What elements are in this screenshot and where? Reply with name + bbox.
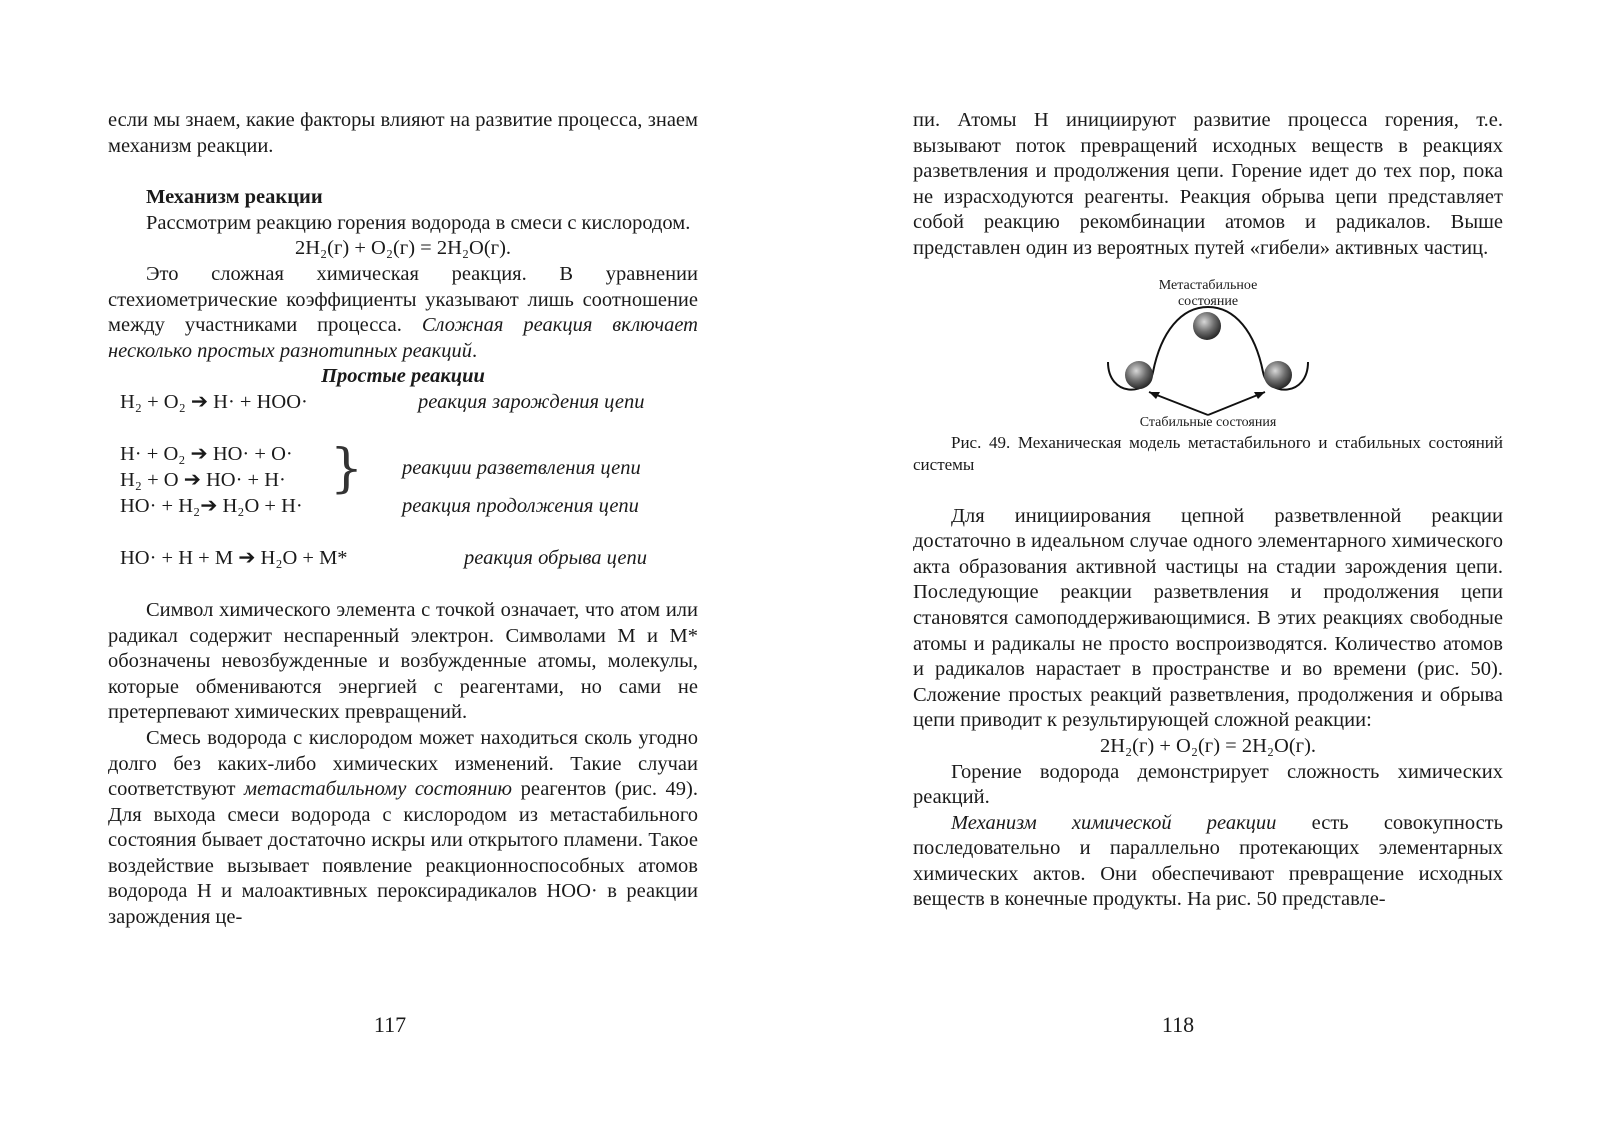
paragraph-2-italic: Сложная реакция включает несколько простых разнотипных реакций (108, 314, 698, 362)
figure-caption: Рис. 49. Механическая модель метастабильного и стабильных состояний системы (913, 432, 1503, 474)
paragraph-4-text: есть совокупность последовательно и параллельно протекающих элементарных химических актов. Они обеспечивают превращение исходных веществ в конечные продукты. На рис. 50 представле- (913, 811, 1503, 911)
reaction-formula: HO· + H₂➔ H₂O + H· (120, 495, 303, 518)
figure-bottom-label: Стабильные состояния (1139, 414, 1277, 430)
brace-icon: } (330, 438, 364, 499)
equation-2: 2H₂(г) + O₂(г) = 2H₂O(г). (1099, 734, 1317, 757)
reaction-termination (108, 546, 698, 572)
reaction-formula: H₂ + O₂ ➔ H· + HOO· (120, 391, 308, 414)
paragraph-2-end: . (472, 339, 478, 362)
figure-top-label-line-2: состояние (1177, 293, 1239, 309)
figure-49 (913, 262, 1503, 432)
right-text-column (913, 108, 1503, 913)
reaction-description: реакции разветвления цепи (402, 456, 641, 479)
reaction-formula: H· + O₂ ➔ HO· + O· (120, 443, 293, 466)
paragraph-1: Рассмотрим реакцию горения водорода в смеси с кислородом. (146, 211, 691, 234)
paragraph-4-italic: метастабильному состоянию (244, 778, 513, 801)
paragraph-4 (108, 726, 698, 931)
paragraph-4-text-a: Смесь водорода с кислородом может находиться сколь угодно долго без каких-либо химических изменений. Такие случаи соответствуют (108, 726, 698, 801)
page-number-right: 118 (1161, 1012, 1195, 1037)
paragraph-2 (108, 262, 698, 364)
paragraph-2: Для инициирования цепной разветвленной реакции достаточно в идеальном случае одного элементарного химического акта образования активной частицы на стадии зарождения цепи. Последующие реакции разветвления и продолжения цепи становятся самоподдерживающимися. В этих реакциях свободные атомы и радикалы не просто воспроизводятся. Количество атомов и радикалов нарастает в пространстве и во времени (рис. 50). Сложение простых реакций разветвления, продолжения и обрыва цепи приводит к результирующей сложной реакции: (913, 504, 1503, 732)
reaction-formula: HO· + H + M ➔ H₂O + M* (120, 547, 348, 570)
equation-1: 2H₂(г) + O₂(г) = 2H₂O(г). (294, 237, 512, 260)
paragraph-4-italic: Механизм химической реакции (951, 811, 1277, 834)
figure-top-label-line-1: Метастабильное (1158, 277, 1258, 293)
metastable-model-diagram (913, 262, 1503, 432)
reaction-formula: H₂ + O ➔ HO· + H· (120, 469, 286, 492)
paragraph-4-text-b: реагентов (рис. 49). Для выхода смеси водорода с кислородом из метастабильного состояния бывает достаточно искры или открытого пламени. Такое воздействие вызывает появление реакционноспособных атомов водорода H и малоактивных пероксирадикалов HOO· в реакции зарождения це- (108, 778, 698, 929)
paragraph-2-text: Это сложная химическая реакция. В уравнении стехиометрические коэффициенты указывают лишь соотношение между участниками процесса. (108, 262, 698, 337)
intro-paragraph: если мы знаем, какие факторы влияют на развитие процесса, знаем механизм реакции. (108, 109, 698, 157)
metastable-ball (1193, 312, 1221, 340)
stable-ball-right (1264, 361, 1292, 389)
paragraph-1: пи. Атомы H инициируют развитие процесса горения, т.е. вызывают поток превращений исходных веществ в реакциях разветвления и продолжения цепи. Горение идет до тех пор, пока не израсходуются реагенты. Реакция обрыва цепи представляет собой реакцию рекомбинации атомов и радикалов. Выше представлен один из вероятных путей «гибели» активных частиц. (913, 109, 1503, 259)
left-text-column (108, 108, 698, 931)
paragraph-3: Горение водорода демонстрирует сложность химических реакций. (913, 760, 1503, 809)
branching-reactions (108, 438, 698, 499)
reaction-initiation (108, 390, 698, 416)
reaction-description: реакция продолжения цепи (402, 495, 639, 518)
simple-reactions-heading: Простые реакции (321, 365, 485, 388)
reaction-description: реакция обрыва цепи (464, 547, 647, 570)
reaction-description: реакция зарождения цепи (418, 391, 645, 414)
section-heading: Механизм реакции (146, 186, 323, 209)
reaction-propagation (108, 494, 698, 520)
stable-ball-left (1125, 361, 1153, 389)
page-number-left: 117 (373, 1012, 407, 1037)
paragraph-3: Символ химического элемента с точкой означает, что атом или радикал содержит неспаренный электрон. Символами M и M* обозначены невозбужденные и возбужденные атомы, молекулы, которые обмениваются энергией с реагентами, но сами не претерпевают химических превращений. (108, 598, 698, 724)
paragraph-4 (913, 811, 1503, 913)
right-page (800, 0, 1600, 1131)
